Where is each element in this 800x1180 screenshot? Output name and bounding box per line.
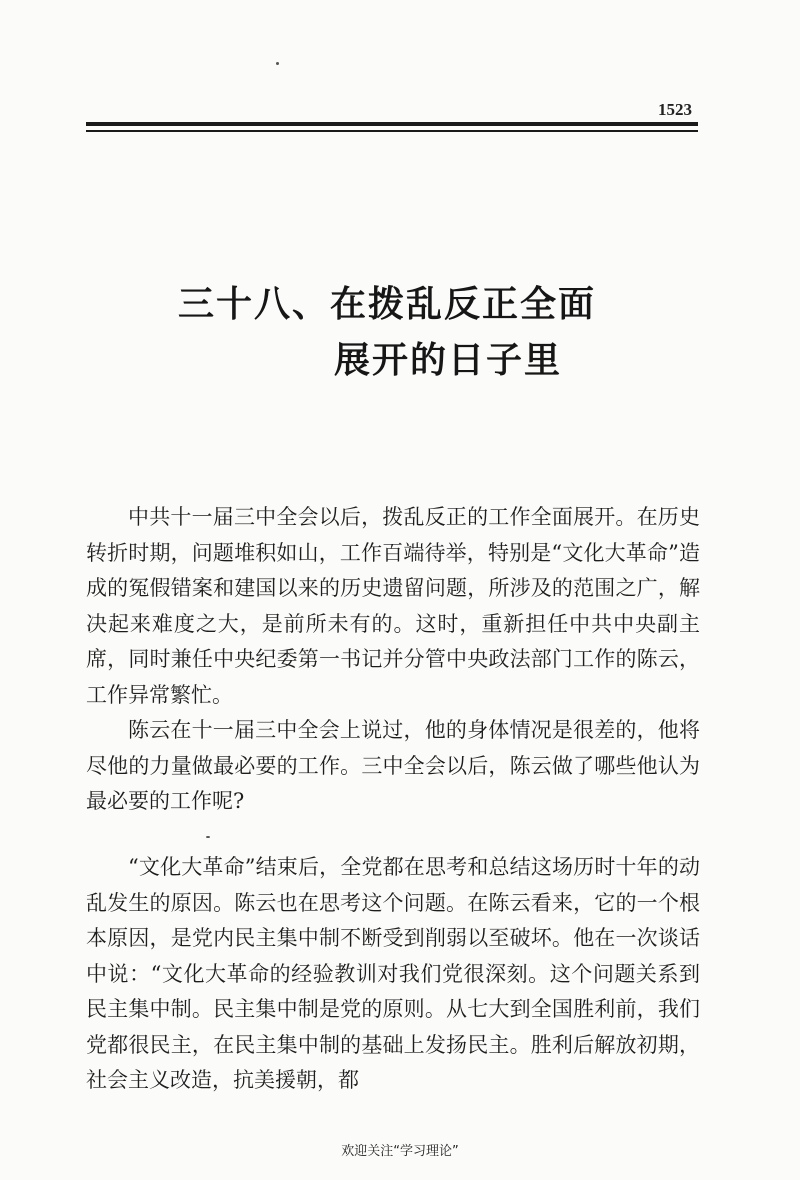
scan-speck	[276, 62, 279, 65]
header-rule-thin	[86, 130, 698, 132]
page-number: 1523	[658, 100, 692, 119]
chapter-title-line-2: 展开的日子里	[334, 340, 563, 381]
body-paragraph: “文化大革命”结束后，全党都在思考和总结这场历时十年的动乱发生的原因。陈云也在思考这个问题。在陈云看来，它的一个根本原因，是党内民主集中制不断受到削弱以至破坏。他在一次谈话中说：“文化大革命的经验教训对我们党很深刻。这个问题关系到民主集中制。民主集中制是党的原则。从七大到全国胜利前，我们党都很民主，在民主集中制的基础上发扬民主。胜利后解放初期，社会主义改造，抗美援朝，都	[86, 855, 700, 1092]
scan-speck	[206, 836, 210, 838]
body-paragraph: 中共十一届三中全会以后，拨乱反正的工作全面展开。在历史转折时期，问题堆积如山，工作百端待举，特别是“文化大革命”造成的冤假错案和建国以来的历史遗留问题，所涉及的范围之广，解决起来难度之大，是前所未有的。这时，重新担任中共中央副主席，同时兼任中央纪委第一书记并分管中央政法部门工作的陈云，工作异常繁忙。	[86, 505, 700, 707]
footer-note: 欢迎关注“学习理论”	[341, 1144, 459, 1159]
body-paragraph: 陈云在十一届三中全会上说过，他的身体情况是很差的，他将尽他的力量做最必要的工作。三中全会以后，陈云做了哪些他认为最必要的工作呢?	[86, 718, 700, 813]
chapter-title-line-1: 三十八、在拨乱反正全面	[178, 284, 597, 325]
body-section-2	[86, 850, 700, 1099]
header-rule-thick	[86, 122, 698, 126]
body-section-1	[86, 500, 700, 820]
